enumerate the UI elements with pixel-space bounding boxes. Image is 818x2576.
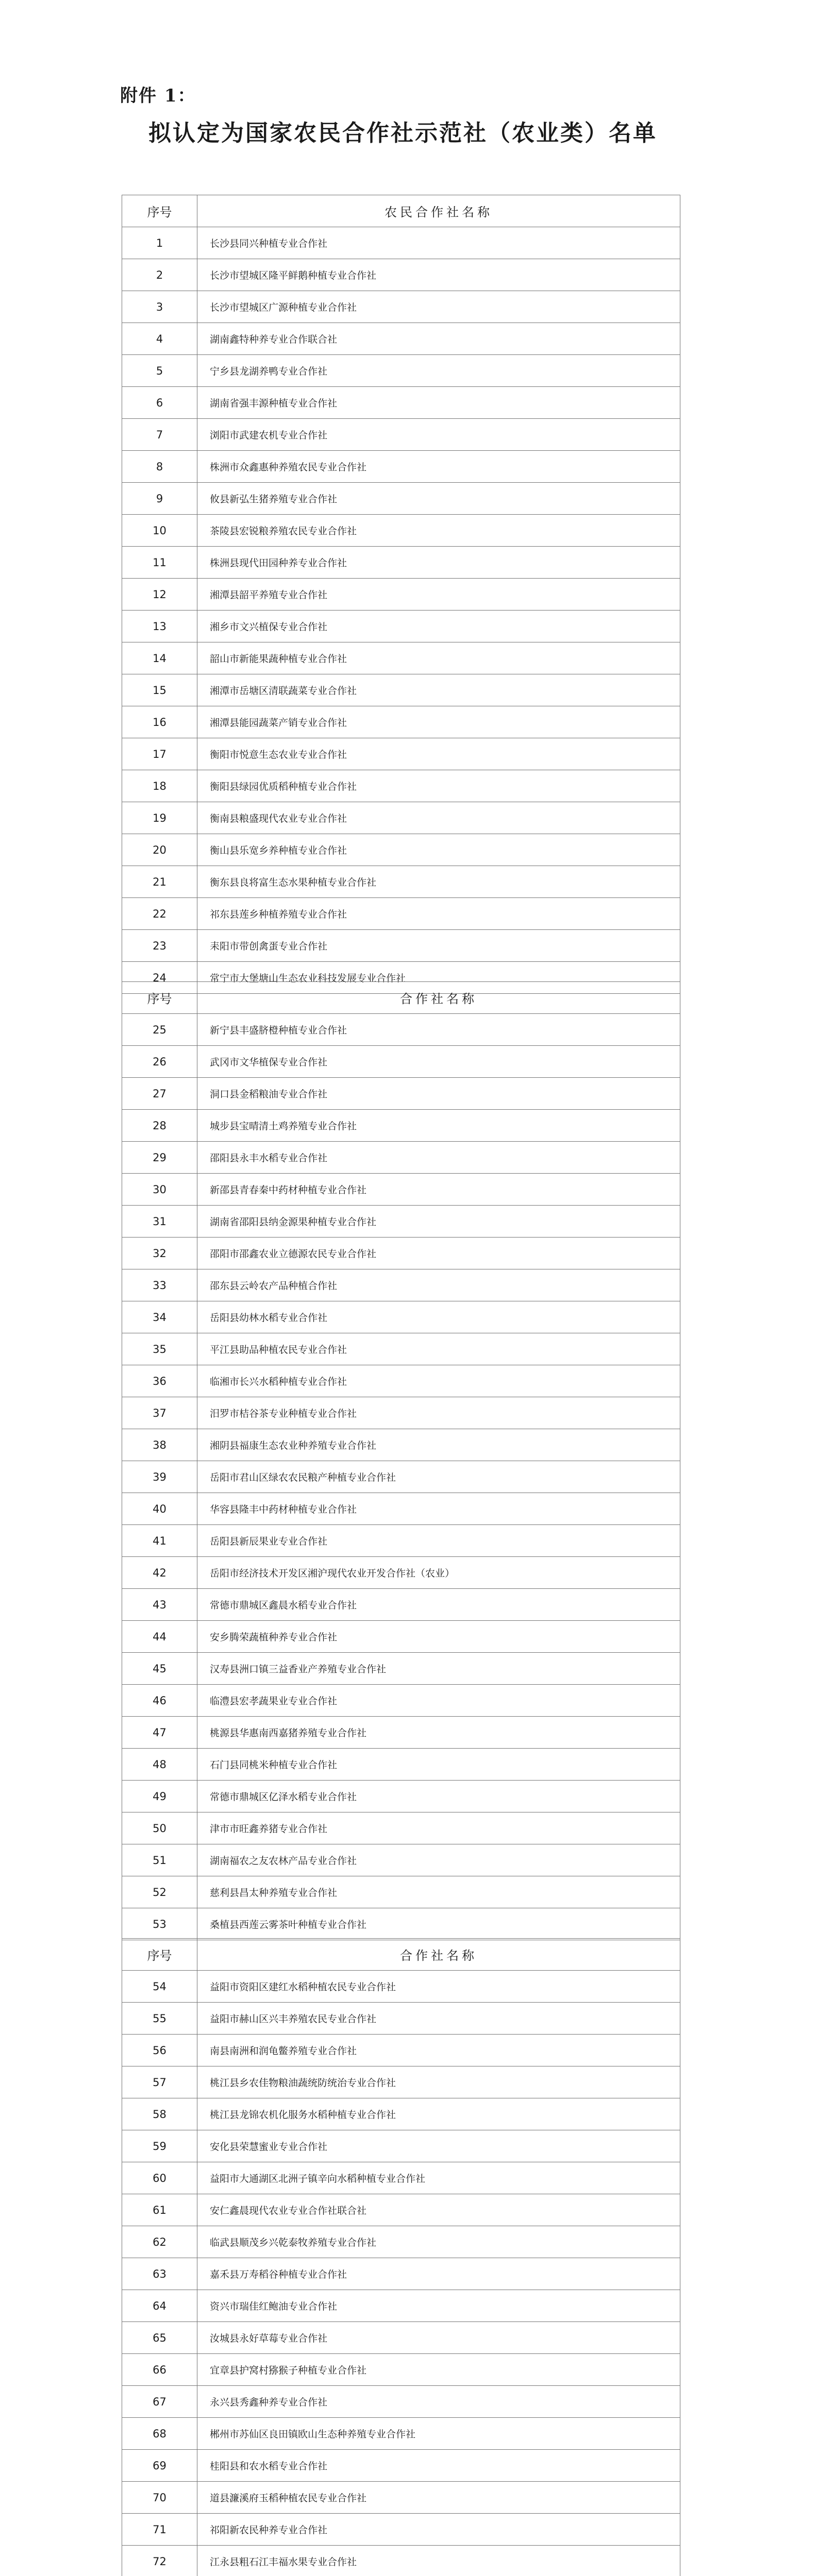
cooperative-name: 岳阳市经济技术开发区湘沪现代农业开发合作社（农业）	[197, 1557, 680, 1589]
serial-number: 27	[122, 1078, 197, 1110]
table-row	[122, 355, 680, 387]
table-row	[122, 2450, 680, 2482]
cooperative-name: 南县南洲和润龟鳖养殖专业合作社	[197, 2035, 680, 2066]
table-header-row	[122, 1939, 680, 1971]
serial-number: 19	[122, 802, 197, 834]
table-row	[122, 642, 680, 674]
cooperative-name: 常德市鼎城区鑫晨水稻专业合作社	[197, 1589, 680, 1621]
table-row	[122, 2098, 680, 2130]
cooperative-name: 岳阳县新辰果业专业合作社	[197, 1525, 680, 1557]
cooperative-name: 宜章县护窝村猕猴子种植专业合作社	[197, 2354, 680, 2386]
cooperative-name: 宁乡县龙湖养鸭专业合作社	[197, 355, 680, 387]
serial-number: 11	[122, 547, 197, 579]
serial-number: 8	[122, 451, 197, 483]
table-row	[122, 1844, 680, 1876]
serial-number: 43	[122, 1589, 197, 1621]
serial-number: 34	[122, 1301, 197, 1333]
serial-number: 40	[122, 1493, 197, 1525]
table-row	[122, 2514, 680, 2546]
serial-number: 61	[122, 2194, 197, 2226]
cooperative-name: 临湘市长兴水稻种植专业合作社	[197, 1365, 680, 1397]
cooperative-name: 株洲市众鑫惠种养殖农民专业合作社	[197, 451, 680, 483]
roster-table	[122, 195, 680, 994]
cooperative-name: 衡阳县绿园优质稻种植专业合作社	[197, 770, 680, 802]
table-row	[122, 1301, 680, 1333]
serial-number: 39	[122, 1461, 197, 1493]
serial-number: 28	[122, 1110, 197, 1142]
table-header-row	[122, 195, 680, 227]
serial-number: 60	[122, 2162, 197, 2194]
table-row	[122, 1717, 680, 1749]
table-row	[122, 483, 680, 515]
cooperative-name: 长沙县同兴种植专业合作社	[197, 227, 680, 259]
table-row	[122, 515, 680, 547]
table-row	[122, 2418, 680, 2450]
serial-number: 46	[122, 1685, 197, 1717]
table-row	[122, 1238, 680, 1269]
serial-number: 14	[122, 642, 197, 674]
cooperative-name: 湖南福农之友农林产品专业合作社	[197, 1844, 680, 1876]
cooperative-name: 长沙市望城区广源种植专业合作社	[197, 291, 680, 323]
table-row	[122, 1206, 680, 1238]
serial-number: 72	[122, 2546, 197, 2576]
table-row	[122, 2290, 680, 2322]
table-row	[122, 2322, 680, 2354]
cooperative-name: 益阳市大通湖区北洲子镇辛向水稻种植专业合作社	[197, 2162, 680, 2194]
table-row	[122, 770, 680, 802]
cooperative-name: 汉寿县洲口镇三益香业产养殖专业合作社	[197, 1653, 680, 1685]
header-cooperative-name: 农民合作社名称	[197, 195, 680, 227]
header-cooperative-name: 合作社名称	[197, 1939, 680, 1971]
header-cooperative-name: 合作社名称	[197, 982, 680, 1014]
table-row	[122, 451, 680, 483]
table-row	[122, 1493, 680, 1525]
table-row	[122, 1781, 680, 1812]
cooperative-name: 汝城县永好草莓专业合作社	[197, 2322, 680, 2354]
cooperative-name: 洞口县金稻粮油专业合作社	[197, 1078, 680, 1110]
cooperative-name: 湘乡市文兴植保专业合作社	[197, 611, 680, 642]
cooperative-name: 常德市鼎城区亿泽水稻专业合作社	[197, 1781, 680, 1812]
table-row	[122, 1110, 680, 1142]
cooperative-name: 湘潭市岳塘区清联蔬菜专业合作社	[197, 674, 680, 706]
cooperative-name: 新宁县丰盛脐橙种植专业合作社	[197, 1014, 680, 1046]
table-row	[122, 2258, 680, 2290]
table-row	[122, 1557, 680, 1589]
table-row	[122, 1589, 680, 1621]
table-row	[122, 1685, 680, 1717]
serial-number: 69	[122, 2450, 197, 2482]
cooperative-name: 湖南省邵阳县纳金源果种植专业合作社	[197, 1206, 680, 1238]
serial-number: 38	[122, 1429, 197, 1461]
serial-number: 48	[122, 1749, 197, 1781]
serial-number: 31	[122, 1206, 197, 1238]
serial-number: 42	[122, 1557, 197, 1589]
serial-number: 5	[122, 355, 197, 387]
cooperative-name: 郴州市苏仙区良田镇欧山生态种养殖专业合作社	[197, 2418, 680, 2450]
table-row	[122, 611, 680, 642]
header-serial-number: 序号	[122, 195, 197, 227]
table-row	[122, 2482, 680, 2514]
table-row	[122, 323, 680, 355]
serial-number: 29	[122, 1142, 197, 1174]
serial-number: 17	[122, 738, 197, 770]
serial-number: 15	[122, 674, 197, 706]
roster-table	[122, 1938, 680, 2576]
cooperative-name: 衡东县良将富生态水果种植专业合作社	[197, 866, 680, 898]
serial-number: 67	[122, 2386, 197, 2418]
serial-number: 16	[122, 706, 197, 738]
serial-number: 10	[122, 515, 197, 547]
header-serial-number: 序号	[122, 982, 197, 1014]
serial-number: 52	[122, 1876, 197, 1908]
serial-number: 23	[122, 930, 197, 962]
serial-number: 7	[122, 419, 197, 451]
table-row	[122, 2546, 680, 2576]
serial-number: 68	[122, 2418, 197, 2450]
serial-number: 49	[122, 1781, 197, 1812]
cooperative-name: 平江县助品种植农民专业合作社	[197, 1333, 680, 1365]
cooperative-name: 邵东县云岭农产品种植合作社	[197, 1269, 680, 1301]
cooperative-name: 浏阳市武建农机专业合作社	[197, 419, 680, 451]
document-title: 拟认定为国家农民合作社示范社（农业类）名单	[148, 120, 657, 146]
serial-number: 54	[122, 1971, 197, 2003]
cooperative-name: 常宁市大堡塘山生态农业科技发展专业合作社	[197, 962, 680, 994]
serial-number: 41	[122, 1525, 197, 1557]
serial-number: 9	[122, 483, 197, 515]
cooperative-name: 湖南省强丰源种植专业合作社	[197, 387, 680, 419]
serial-number: 58	[122, 2098, 197, 2130]
serial-number: 63	[122, 2258, 197, 2290]
table-row	[122, 1525, 680, 1557]
serial-number: 62	[122, 2226, 197, 2258]
serial-number: 33	[122, 1269, 197, 1301]
cooperative-name: 慈利县昌太种养殖专业合作社	[197, 1876, 680, 1908]
cooperative-name: 临武县顺茂乡兴乾泰牧养殖专业合作社	[197, 2226, 680, 2258]
table-row	[122, 291, 680, 323]
serial-number: 1	[122, 227, 197, 259]
cooperative-name: 永兴县秀鑫种养专业合作社	[197, 2386, 680, 2418]
cooperative-name: 衡阳市悦意生态农业专业合作社	[197, 738, 680, 770]
table-row	[122, 579, 680, 611]
cooperative-name: 茶陵县宏锐粮养殖农民专业合作社	[197, 515, 680, 547]
cooperative-name: 嘉禾县万寿稻谷种植专业合作社	[197, 2258, 680, 2290]
table-row	[122, 1397, 680, 1429]
table-row	[122, 1014, 680, 1046]
table-row	[122, 2226, 680, 2258]
cooperative-name: 桃江县龙锦农机化服务水稻种植专业合作社	[197, 2098, 680, 2130]
table-row	[122, 706, 680, 738]
cooperative-name: 株洲县现代田园种养专业合作社	[197, 547, 680, 579]
table-row	[122, 2354, 680, 2386]
table-row	[122, 1333, 680, 1365]
cooperative-name: 益阳市资阳区建红水稻种植农民专业合作社	[197, 1971, 680, 2003]
table-row	[122, 930, 680, 962]
header-serial-number: 序号	[122, 1939, 197, 1971]
serial-number: 59	[122, 2130, 197, 2162]
cooperative-name: 桃源县华惠南西嘉猪养殖专业合作社	[197, 1717, 680, 1749]
cooperative-name: 安乡腾荣蔬植种养专业合作社	[197, 1621, 680, 1653]
table-row	[122, 2386, 680, 2418]
table-row	[122, 1174, 680, 1206]
table-row	[122, 1269, 680, 1301]
serial-number: 25	[122, 1014, 197, 1046]
serial-number: 32	[122, 1238, 197, 1269]
cooperative-name: 衡南县粮盛现代农业专业合作社	[197, 802, 680, 834]
cooperative-name: 湖南鑫特种养专业合作联合社	[197, 323, 680, 355]
cooperative-name: 邵阳市邵鑫农业立德源农民专业合作社	[197, 1238, 680, 1269]
cooperative-name: 祁东县莲乡种植养殖专业合作社	[197, 898, 680, 930]
serial-number: 12	[122, 579, 197, 611]
serial-number: 57	[122, 2066, 197, 2098]
cooperative-name: 耒阳市带创禽蛋专业合作社	[197, 930, 680, 962]
table-header-row	[122, 982, 680, 1014]
table-row	[122, 2035, 680, 2066]
serial-number: 35	[122, 1333, 197, 1365]
cooperative-name: 城步县宝晴清土鸡养殖专业合作社	[197, 1110, 680, 1142]
serial-number: 66	[122, 2354, 197, 2386]
cooperative-name: 津市市旺鑫养猪专业合作社	[197, 1812, 680, 1844]
serial-number: 24	[122, 962, 197, 994]
table-row	[122, 1876, 680, 1908]
table-row	[122, 738, 680, 770]
cooperative-name: 安化县荣慧蜜业专业合作社	[197, 2130, 680, 2162]
table-row	[122, 1078, 680, 1110]
cooperative-name: 石门县同桃米种植专业合作社	[197, 1749, 680, 1781]
cooperative-name: 衡山县乐宽乡养种植专业合作社	[197, 834, 680, 866]
serial-number: 26	[122, 1046, 197, 1078]
serial-number: 45	[122, 1653, 197, 1685]
cooperative-name: 安仁鑫晨现代农业专业合作社联合社	[197, 2194, 680, 2226]
table-row	[122, 1429, 680, 1461]
serial-number: 2	[122, 259, 197, 291]
attachment-label: 附件 1：	[120, 86, 196, 106]
serial-number: 18	[122, 770, 197, 802]
roster-table	[122, 981, 680, 1940]
cooperative-name: 岳阳县幼林水稻专业合作社	[197, 1301, 680, 1333]
table-row	[122, 1142, 680, 1174]
table-row	[122, 387, 680, 419]
table-row	[122, 2162, 680, 2194]
serial-number: 44	[122, 1621, 197, 1653]
cooperative-name: 湘阴县福康生态农业种养殖专业合作社	[197, 1429, 680, 1461]
serial-number: 13	[122, 611, 197, 642]
serial-number: 51	[122, 1844, 197, 1876]
serial-number: 53	[122, 1908, 197, 1940]
table-row	[122, 1971, 680, 2003]
cooperative-name: 邵阳县永丰水稻专业合作社	[197, 1142, 680, 1174]
cooperative-name: 桃江县乡农佳物粮油蔬统防统治专业合作社	[197, 2066, 680, 2098]
cooperative-name: 临澧县宏孝蔬果业专业合作社	[197, 1685, 680, 1717]
serial-number: 4	[122, 323, 197, 355]
cooperative-name: 岳阳市君山区绿农农民粮产种植专业合作社	[197, 1461, 680, 1493]
table-row	[122, 1908, 680, 1940]
table-row	[122, 1046, 680, 1078]
cooperative-name: 桂阳县和农水稻专业合作社	[197, 2450, 680, 2482]
serial-number: 20	[122, 834, 197, 866]
serial-number: 22	[122, 898, 197, 930]
cooperative-name: 长沙市望城区隆平鲜鹅种植专业合作社	[197, 259, 680, 291]
cooperative-name: 桑植县西莲云雾茶叶种植专业合作社	[197, 1908, 680, 1940]
cooperative-name: 湘潭县能园蔬菜产销专业合作社	[197, 706, 680, 738]
serial-number: 71	[122, 2514, 197, 2546]
table-row	[122, 1749, 680, 1781]
cooperative-name: 武冈市文华植保专业合作社	[197, 1046, 680, 1078]
cooperative-name: 江永县粗石江丰福水果专业合作社	[197, 2546, 680, 2576]
table-row	[122, 1812, 680, 1844]
serial-number: 3	[122, 291, 197, 323]
serial-number: 64	[122, 2290, 197, 2322]
serial-number: 47	[122, 1717, 197, 1749]
table-row	[122, 866, 680, 898]
table-row	[122, 259, 680, 291]
serial-number: 50	[122, 1812, 197, 1844]
cooperative-name: 益阳市赫山区兴丰养殖农民专业合作社	[197, 2003, 680, 2035]
table-row	[122, 834, 680, 866]
cooperative-name: 韶山市新能果蔬种植专业合作社	[197, 642, 680, 674]
serial-number: 65	[122, 2322, 197, 2354]
table-row	[122, 419, 680, 451]
serial-number: 70	[122, 2482, 197, 2514]
table-row	[122, 1365, 680, 1397]
cooperative-name: 湘潭县韶平养殖专业合作社	[197, 579, 680, 611]
cooperative-name: 汨罗市桔谷茶专业种植专业合作社	[197, 1397, 680, 1429]
table-row	[122, 547, 680, 579]
cooperative-name: 道县濂溪府玉稻种植农民专业合作社	[197, 2482, 680, 2514]
serial-number: 6	[122, 387, 197, 419]
table-row	[122, 1461, 680, 1493]
cooperative-name: 攸县新弘生猪养殖专业合作社	[197, 483, 680, 515]
table-row	[122, 898, 680, 930]
cooperative-name: 资兴市瑞佳红鲍油专业合作社	[197, 2290, 680, 2322]
cooperative-name: 华容县隆丰中药材种植专业合作社	[197, 1493, 680, 1525]
serial-number: 55	[122, 2003, 197, 2035]
serial-number: 37	[122, 1397, 197, 1429]
cooperative-name: 祁阳新农民种养专业合作社	[197, 2514, 680, 2546]
table-row	[122, 1621, 680, 1653]
serial-number: 30	[122, 1174, 197, 1206]
table-row	[122, 802, 680, 834]
serial-number: 56	[122, 2035, 197, 2066]
serial-number: 36	[122, 1365, 197, 1397]
table-row	[122, 2130, 680, 2162]
table-row	[122, 2066, 680, 2098]
table-row	[122, 674, 680, 706]
table-row	[122, 1653, 680, 1685]
table-row	[122, 2003, 680, 2035]
cooperative-name: 新邵县青春秦中药材种植专业合作社	[197, 1174, 680, 1206]
table-row	[122, 2194, 680, 2226]
serial-number: 21	[122, 866, 197, 898]
table-row	[122, 227, 680, 259]
